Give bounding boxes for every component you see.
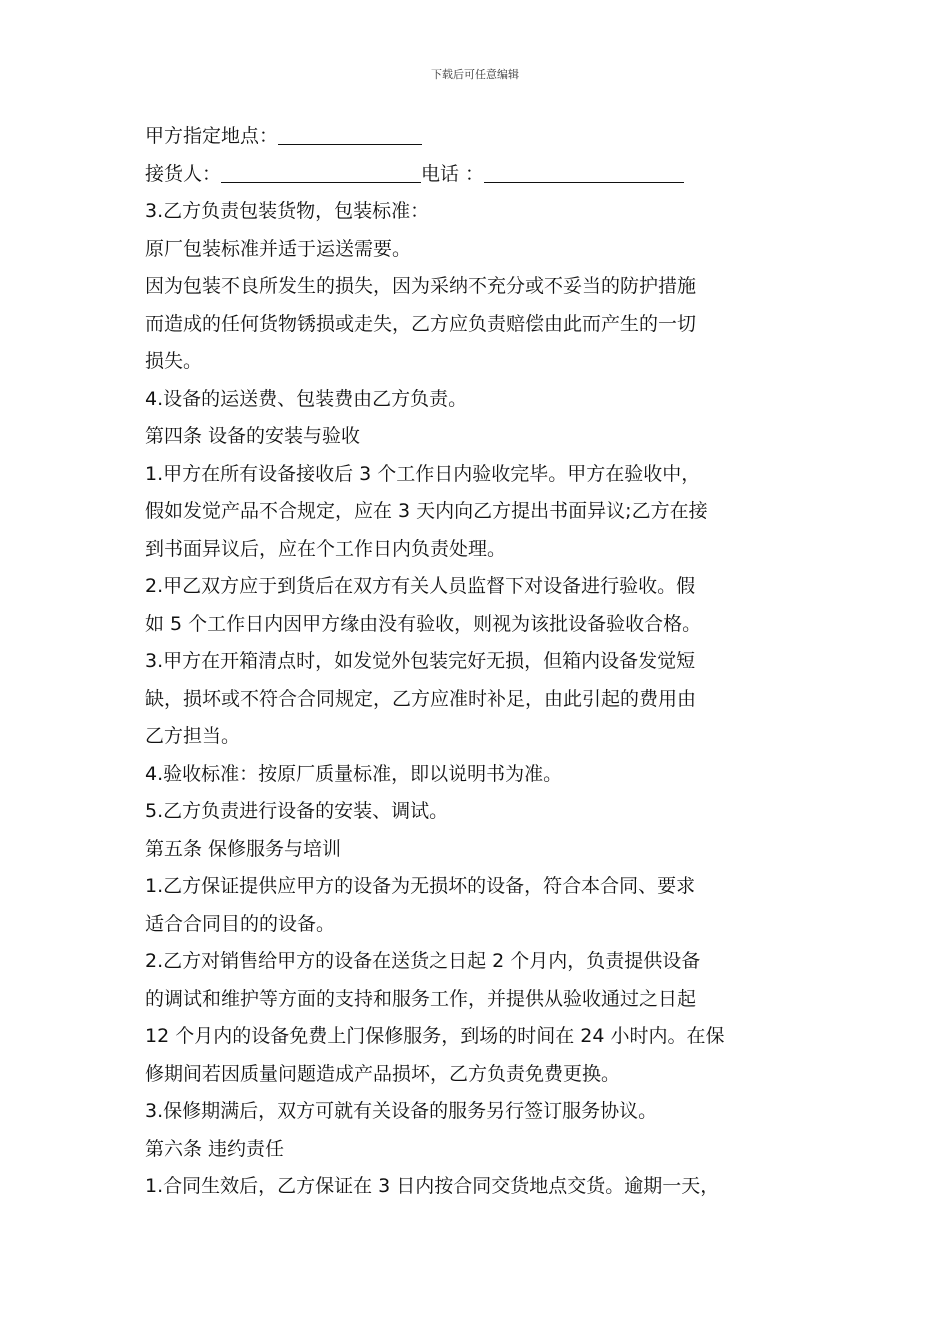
text-line: 2.乙方对销售给甲方的设备在送货之日起 2 个月内，负责提供设备: [145, 950, 701, 972]
text-line: 3.保修期满后，双方可就有关设备的服务另行签订服务协议。: [145, 1100, 658, 1122]
text-line: 损失。: [145, 350, 203, 372]
page-header: 下载后可任意编辑: [431, 68, 519, 81]
text-line: 原厂包装标准并适于运送需要。: [145, 237, 412, 260]
text-line: 到书面异议后，应在个工作日内负责处理。: [145, 537, 507, 560]
location-field-line: [145, 118, 815, 156]
text-line: 而造成的任何货物锈损或走失，乙方应负责赔偿由此而产生的一切: [145, 312, 697, 335]
document-body: [145, 118, 815, 1206]
text-line: 乙方担当。: [145, 725, 241, 747]
text-line: 1.合同生效后，乙方保证在 3 日内按合同交货地点交货。逾期一天，: [145, 1175, 720, 1197]
receiver-label: 接货人：: [145, 162, 222, 185]
text-line: 缺，损坏或不符合合同规定，乙方应准时补足，由此引起的费用由: [145, 687, 697, 710]
text-line: 3.甲方在开箱清点时，如发觉外包装完好无损，但箱内设备发觉短: [145, 650, 696, 672]
text-line: 修期间若因质量问题造成产品损坏，乙方负责免费更换。: [145, 1062, 621, 1085]
text-line: 5.乙方负责进行设备的安装、调试。: [145, 800, 449, 822]
text-line: 2.甲乙双方应于到货后在双方有关人员监督下对设备进行验收。假: [145, 575, 696, 597]
location-blank: [278, 124, 422, 145]
text-line: 如 5 个工作日内因甲方缘由没有验收，则视为该批设备验收合格。: [145, 612, 702, 635]
text-line: 3.乙方负责包装货物，包装标准：: [145, 200, 430, 222]
phone-blank: [484, 162, 684, 183]
text-line: 4.设备的运送费、包装费由乙方负责。: [145, 387, 468, 410]
location-label: 甲方指定地点：: [145, 125, 279, 147]
paragraph-lines: [145, 193, 815, 1206]
phone-label: 电话 ：: [421, 162, 485, 185]
text-line: 适合合同目的的设备。: [145, 912, 336, 935]
text-line: 4.验收标准：按原厂质量标准，即以说明书为准。: [145, 762, 563, 785]
text-line: 假如发觉产品不合规定，应在 3 天内向乙方提出书面异议;乙方在接: [145, 500, 708, 522]
receiver-blank: [221, 162, 421, 183]
text-line: 12 个月内的设备免费上门保修服务，到场的时间在 24 小时内。在保: [145, 1025, 725, 1047]
text-line: 第四条 设备的安装与验收: [145, 425, 361, 447]
text-line: 第六条 违约责任: [145, 1137, 285, 1160]
receiver-field-line: [145, 156, 815, 194]
text-line: 1.乙方保证提供应甲方的设备为无损坏的设备，符合本合同、要求: [145, 875, 696, 897]
text-line: 的调试和维护等方面的支持和服务工作，并提供从验收通过之日起: [145, 987, 697, 1010]
text-line: 因为包装不良所发生的损失，因为采纳不充分或不妥当的防护措施: [145, 275, 697, 297]
text-line: 1.甲方在所有设备接收后 3 个工作日内验收完毕。甲方在验收中，: [145, 462, 701, 485]
text-line: 第五条 保修服务与培训: [145, 837, 342, 860]
